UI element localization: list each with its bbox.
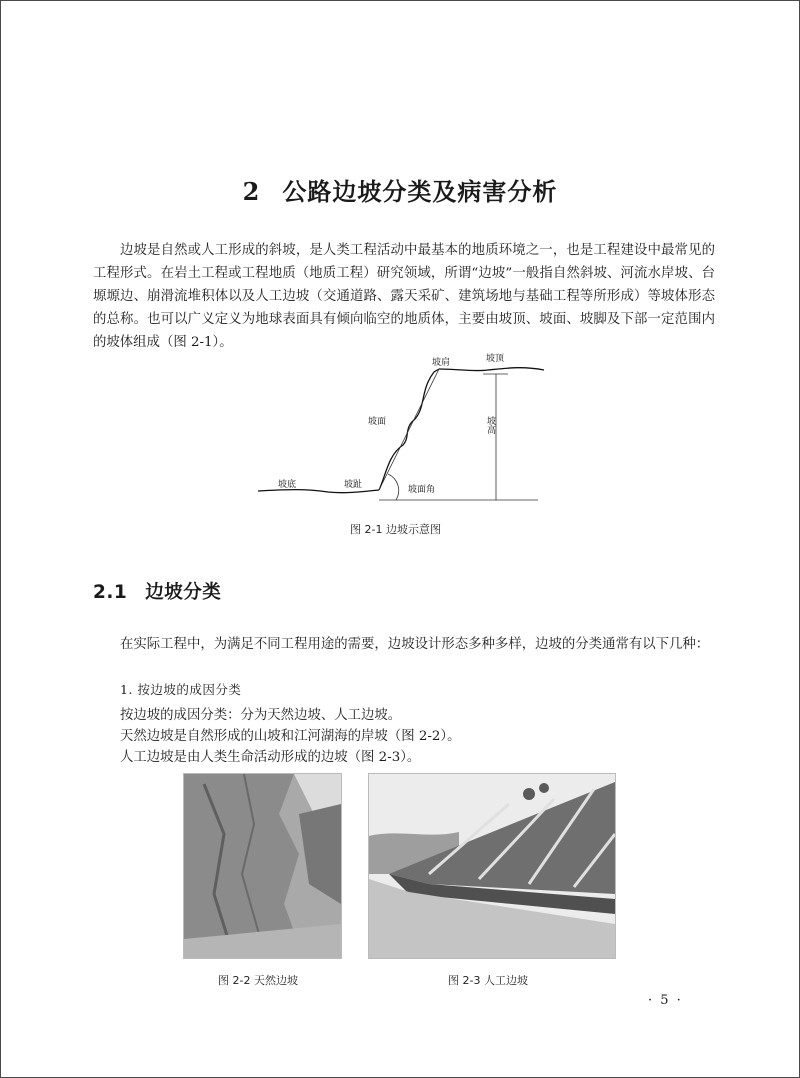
label-angle: 坡面角: [408, 485, 436, 495]
slope-diagram: [258, 350, 548, 510]
chapter-title-text: 公路边坡分类及病害分析: [282, 177, 558, 206]
page-number: · 5 ·: [648, 993, 683, 1008]
artificial-slope-photo: [368, 773, 616, 959]
label-bottom: 坡底: [278, 480, 297, 490]
figure2-caption: 图 2-2 天然边坡: [218, 974, 298, 987]
section-paragraph: 在实际工程中，为满足不同工程用途的需要，边坡设计形态多种多样，边坡的分类通常有以下几种：: [120, 637, 710, 652]
label-shoulder: 坡肩: [432, 358, 451, 368]
ground-top-line: [439, 368, 544, 371]
intro-paragraph: 边坡是自然或人工形成的斜坡，是人类工程活动中最基本的地质环境之一，也是工程建设中最常见的工程形式。在岩土工程或工程地质（地质工程）研究领域，所谓“边坡”一般指自然斜坡、河流水岸坡、台塬塬边、崩滑流堆积体以及人工边坡（交通道路、露天采矿、建筑场地与基础工程等所形成）等坡体形态的总称。也可以广义定义为地球表面具有倾向临空的地质体，主要由坡顶、坡面、坡脚及下部一定范围内的坡体组成（图 2-1）。: [93, 243, 715, 350]
text-line: 人工边坡是由人类生命活动形成的边坡（图 2-3）。: [120, 750, 421, 765]
chapter-number: 2: [242, 177, 261, 206]
text-line: 天然边坡是自然形成的山坡和江河湖海的岸坡（图 2-2）。: [120, 729, 461, 744]
list-heading: 1. 按边坡的成因分类: [120, 682, 242, 697]
text-line: 按边坡的成因分类：分为天然边坡、人工边坡。: [120, 708, 402, 723]
section-title-text: 边坡分类: [145, 582, 222, 603]
slope-reference-line: [379, 369, 439, 490]
chapter-title: [0, 172, 800, 207]
label-top: 坡顶: [486, 354, 505, 364]
angle-arc: [388, 474, 399, 500]
label-height: 坡高: [485, 416, 495, 434]
label-face: 坡面: [368, 417, 387, 427]
figure1-caption: 图 2-1 边坡示意图: [350, 523, 441, 536]
ground-bottom-line: [258, 490, 379, 493]
natural-slope-photo: [183, 773, 342, 959]
figure3-caption: 图 2-3 人工边坡: [448, 974, 528, 987]
section-number: 2.1: [93, 582, 128, 603]
label-toe: 坡趾: [344, 480, 363, 490]
section-title: [93, 578, 221, 604]
